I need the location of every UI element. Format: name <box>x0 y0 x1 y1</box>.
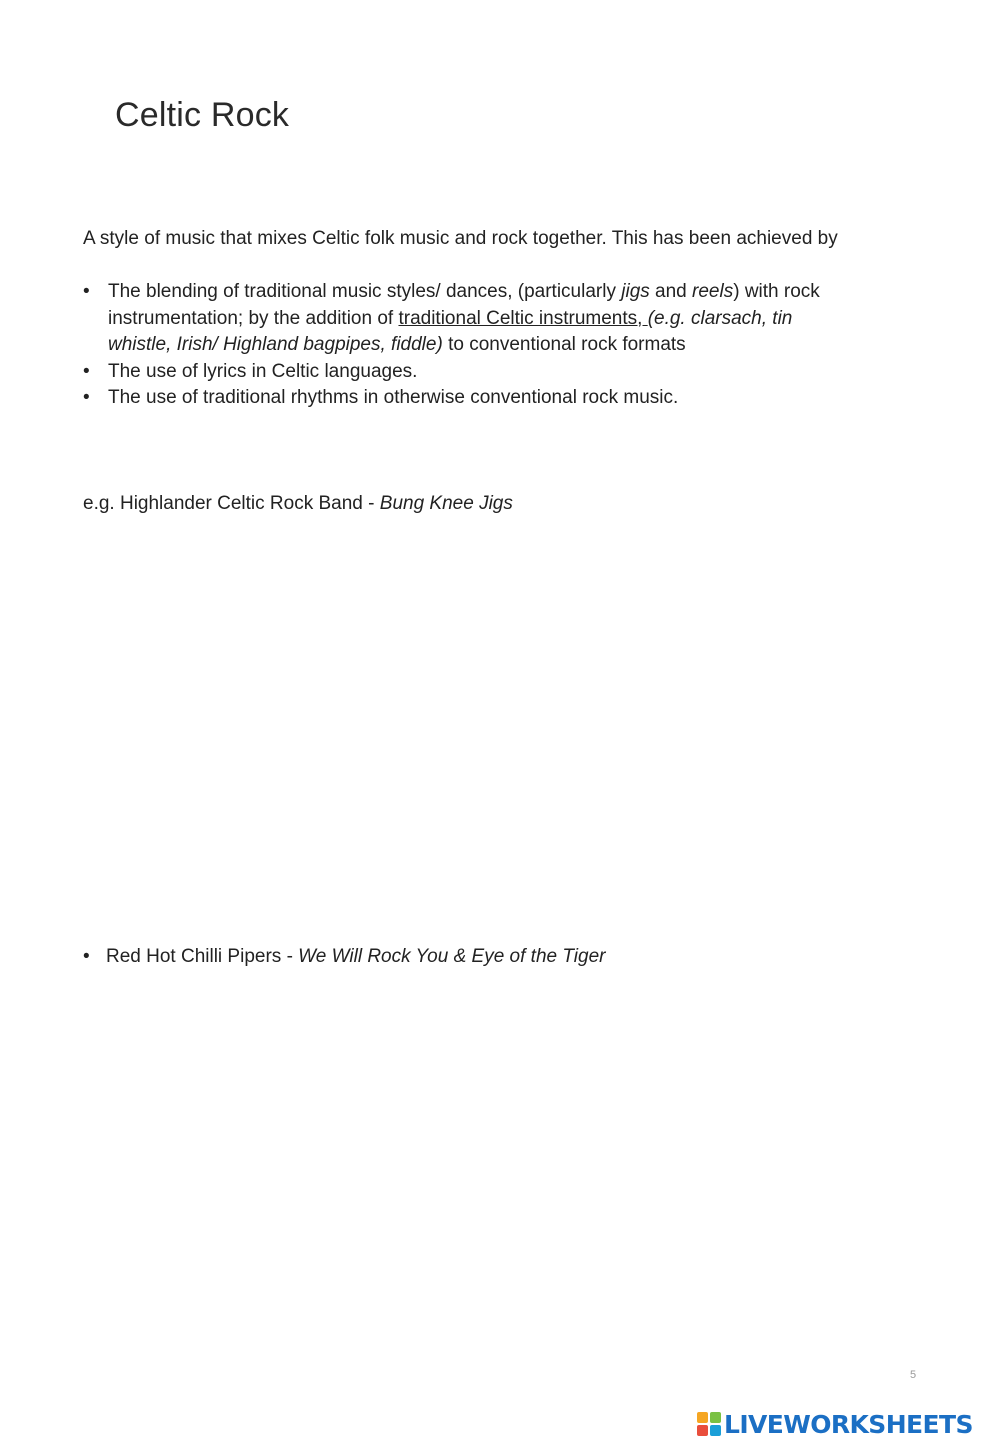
bullet-text: The blending of traditional music styles/ dances, (particularly <box>108 281 622 302</box>
example-prefix: e.g. Highlander Celtic Rock Band - <box>83 493 380 514</box>
bullet-icon: • <box>83 387 90 408</box>
page-title: Celtic Rock <box>115 96 290 134</box>
bullet-text: and <box>649 281 693 302</box>
bullet-item-rhythms <box>83 385 843 412</box>
bullet-item-blending <box>83 279 843 359</box>
logo-square-2 <box>710 1412 721 1423</box>
bullet-list <box>83 279 843 412</box>
liveworksheets-logo-icon <box>697 1412 721 1436</box>
bullet-text: ) with rock instrumentation; by the addition of <box>108 281 820 329</box>
jigs-term: jigs <box>621 281 650 302</box>
bullet-text: The use of lyrics in Celtic languages. <box>108 360 418 382</box>
reels-term: reels <box>692 281 734 302</box>
logo-square-4 <box>710 1425 721 1436</box>
instrument-examples: (e.g. clarsach, tin whistle, Irish/ Highland bagpipes, fiddle) <box>108 307 793 355</box>
example-line <box>83 491 513 518</box>
page-number: 5 <box>910 1369 917 1381</box>
example-title: Bung Knee Jigs <box>379 493 513 514</box>
logo-square-1 <box>697 1412 708 1423</box>
bullet-text: The use of traditional rhythms in otherwise conventional rock music. <box>108 387 679 408</box>
bullet-text: to conventional rock formats <box>442 334 686 355</box>
bullet-icon: • <box>83 360 90 382</box>
bullet-icon: • <box>83 946 90 967</box>
brand-name: LIVEWORKSHEETS <box>724 1409 973 1439</box>
liveworksheets-brand[interactable] <box>697 1409 973 1439</box>
instruments-underlined: traditional Celtic instruments, <box>398 307 648 329</box>
intro-paragraph: A style of music that mixes Celtic folk music and rock together. This has been achieved by <box>83 228 838 249</box>
second-example-prefix: Red Hot Chilli Pipers - <box>106 946 299 967</box>
second-example-title: We Will Rock You & Eye of the Tiger <box>298 946 606 967</box>
logo-square-3 <box>697 1425 708 1436</box>
bullet-icon: • <box>83 281 90 302</box>
bullet-item-lyrics <box>83 359 843 386</box>
second-example-line <box>83 944 605 971</box>
